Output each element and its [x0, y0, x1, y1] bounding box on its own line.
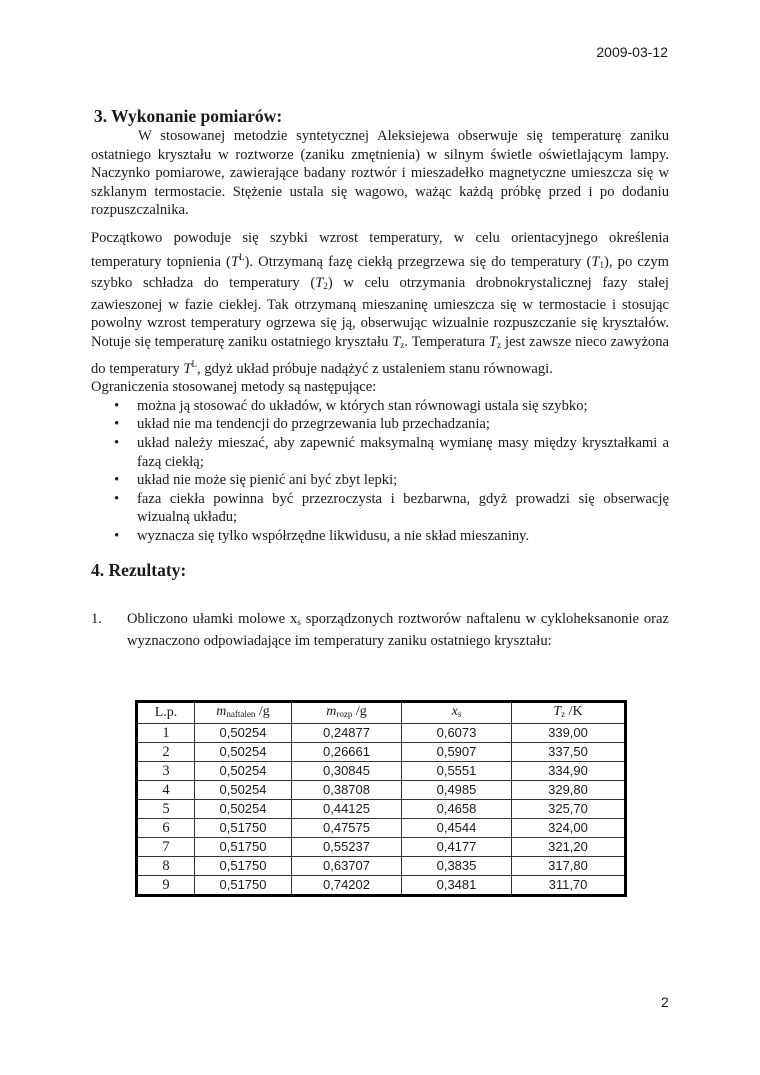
header-m-rozp: $m_{rozp}$ /g: [292, 702, 402, 724]
table-row: 8 0,51750 0,63707 0,3835 317,80: [137, 857, 626, 876]
header-m-naftalen: $m_{naftalen}$ /g: [195, 702, 292, 724]
results-table: [135, 700, 627, 897]
section-4-heading: 4. Rezultaty:: [91, 560, 187, 581]
header-xs: $x_s$: [402, 702, 512, 724]
header-date: 2009-03-12: [596, 44, 668, 60]
table-row: 2 0,50254 0,26661 0,5907 337,50: [137, 743, 626, 762]
table-row: 7 0,51750 0,55237 0,4177 321,20: [137, 838, 626, 857]
table-row: 1 0,50254 0,24877 0,6073 339,00: [137, 724, 626, 743]
table-row: 6 0,51750 0,47575 0,4544 324,00: [137, 819, 626, 838]
header-tz: $T_z$ /K: [512, 702, 626, 724]
item-number: 1.: [91, 611, 102, 628]
section-3-heading: 3. Wykonanie pomiarów:: [94, 106, 283, 126]
list-item: • można ją stosować do układów, w których stan równowagi ustala się szybko;: [137, 397, 669, 416]
list-item: • układ nie może się pienić ani być zbyt lepki;: [137, 471, 669, 490]
list-item: • faza ciekła powinna być przezroczysta i bezbarwna, gdyż prowadzi się obserwację wizualną układu;: [137, 490, 669, 527]
list-item: • układ nie ma tendencji do przegrzewania lub przechadzania;: [137, 415, 669, 434]
limits-list: [91, 397, 669, 546]
header-lp: L.p.: [137, 702, 195, 724]
table-header-row: [137, 702, 626, 724]
page-content: [91, 105, 669, 651]
table-row: 9 0,51750 0,74202 0,3481 311,70: [137, 876, 626, 896]
section-3-paragraph-1: W stosowanej metodzie syntetycznej Aleksiejewa obserwuje się temperaturę zaniku ostatniego kryształu w roztworze (zaniku zmętnienia) w silnym świetle oświetlającym lampy. Naczynko pomiarowe, zawierające badany roztwór i mieszadełko magnetyczne umieszcza się w szklanym termostacie. Stężenie ustala się wagowo, ważąc każdą próbkę przed i po dodaniu rozpuszczalnika.: [91, 128, 669, 219]
table-row: 5 0,50254 0,44125 0,4658 325,70: [137, 800, 626, 819]
table-row: 4 0,50254 0,38708 0,4985 329,80: [137, 781, 626, 800]
list-item: • wyznacza się tylko współrzędne likwidusu, a nie skład mieszaniny.: [137, 527, 669, 546]
table-row: 3 0,50254 0,30845 0,5551 334,90: [137, 762, 626, 781]
numbered-item-1: 1. Obliczono ułamki molowe $x_s$ sporządzonych roztworów naftalenu w cykloheksanonie oraz wyznaczono odpowiadające im temperatury zaniku ostatniego kryształu:: [91, 611, 669, 650]
page-number: 2: [661, 994, 669, 1010]
list-item: • układ należy mieszać, aby zapewnić maksymalną wymianę masy między kryształkami a fazą ciekłą;: [137, 434, 669, 471]
limits-intro: Ograniczenia stosowanej metody są następujące:: [91, 379, 377, 396]
section-3-paragraph-2: Początkowo powoduje się szybki wzrost temperatury, w celu orientacyjnego określenia temperatury topnienia $(T^L)$. Otrzymaną fazę ciekłą przegrzewa się do temperatury $(T_1)$, po czym szybko schładza do temperatury $(T_2)$ w celu otrzymania drobnokrystalicznej fazy stałej zawieszonej w fazie ciekłej. Tak otrzymaną mieszaninę umieszcza się w termostacie i stosując powolny wzrost temperatury ogrzewa się ją, obserwując wizualnie rozpuszczanie się kryształów. Notuje się temperaturę zaniku ostatniego kryształu $T_z$. Temperatura $T_z$ jest zawsze nieco zawyżona do temperatury $T^L$, gdyż układ próbuje nadążyć z ustaleniem stanu równowagi.: [91, 229, 669, 377]
